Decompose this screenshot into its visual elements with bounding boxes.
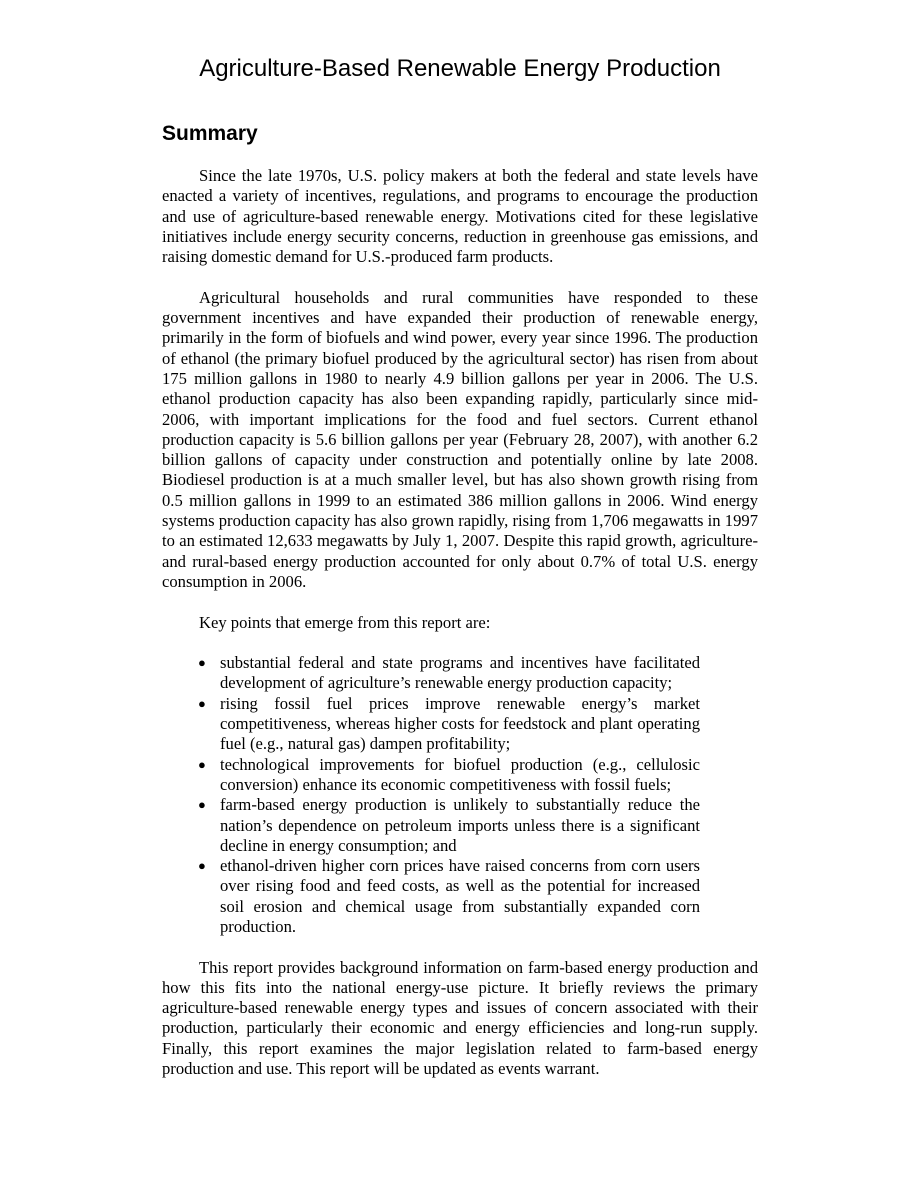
key-points-list (198, 653, 700, 937)
list-item-text: rising fossil fuel prices improve renewable energy’s market competitiveness, whereas higher costs for feedstock and plant operating fuel (e.g., natural gas) dampen profitability; (220, 693, 700, 754)
paragraph-key-points-intro: Key points that emerge from this report are: (199, 612, 491, 632)
paragraph-policy-background: Since the late 1970s, U.S. policy makers at both the federal and state levels have enacted a variety of incentives, regulations, and programs to encourage the production and use of agriculture-based renewable energy. Motivations cited for these legislative initiatives include energy security concerns, reduction in greenhouse gas emissions, and raising domestic demand for U.S.-produced farm products. (162, 166, 758, 267)
bullet-icon: ● (198, 695, 206, 711)
page-title: Agriculture-Based Renewable Energy Production (199, 55, 721, 82)
list-item (198, 856, 700, 937)
bullet-icon: ● (198, 655, 206, 671)
list-item (198, 795, 700, 856)
list-item (198, 653, 700, 694)
list-item-text: farm-based energy production is unlikely to substantially reduce the nation’s dependence on petroleum imports unless there is a significant decline in energy consumption; and (220, 795, 700, 855)
list-item-text: technological improvements for biofuel production (e.g., cellulosic conversion) enhance its economic competitiveness with fossil fuels; (220, 754, 700, 794)
bullet-icon: ● (198, 797, 206, 813)
summary-body (162, 166, 758, 1100)
list-item (198, 694, 700, 755)
list-item (198, 755, 700, 796)
list-item-text: substantial federal and state programs and incentives have facilitated development of agriculture’s renewable energy production capacity; (220, 653, 700, 693)
bullet-icon: ● (198, 756, 206, 772)
list-item-text: ethanol-driven higher corn prices have raised concerns from corn users over rising food and feed costs, as well as the potential for increased soil erosion and chemical usage from substantially expanded corn production. (220, 856, 700, 936)
bullet-icon: ● (198, 858, 206, 874)
paragraph-report-scope: This report provides background information on farm-based energy production and how this fits into the national energy-use picture. It briefly reviews the primary agriculture-based renewable energy types and issues of concern associated with their production, particularly their economic and energy efficiencies and long-run supply. Finally, this report examines the major legislation related to farm-based energy production and use. This report will be updated as events warrant. (162, 957, 758, 1079)
paragraph-production-growth: Agricultural households and rural communities have responded to these government incentives and have expanded their production of renewable energy, primarily in the form of biofuels and wind power, every year since 1996. The production of ethanol (the primary biofuel produced by the agricultural sector) has risen from about 175 million gallons in 1980 to nearly 4.9 billion gallons per year in 2006. The U.S. ethanol production capacity has also been expanding rapidly, particularly since mid-2006, with important implications for the food and fuel sectors. Current ethanol production capacity is 5.6 billion gallons per year (February 28, 2007), with another 6.2 billion gallons of capacity under construction and potentially online by late 2008. Biodiesel production is at a much smaller level, but has also shown growth rising from 0.5 million gallons in 1999 to an estimated 386 million gallons in 2006. Wind energy systems production capacity has also grown rapidly, rising from 1,706 megawatts in 1997 to an estimated 12,633 megawatts by July 1, 2007. Despite this rapid growth, agriculture- and rural-based energy production accounted for only about 0.7% of total U.S. energy consumption in 2006. (162, 287, 758, 591)
section-heading-summary: Summary (162, 122, 258, 145)
